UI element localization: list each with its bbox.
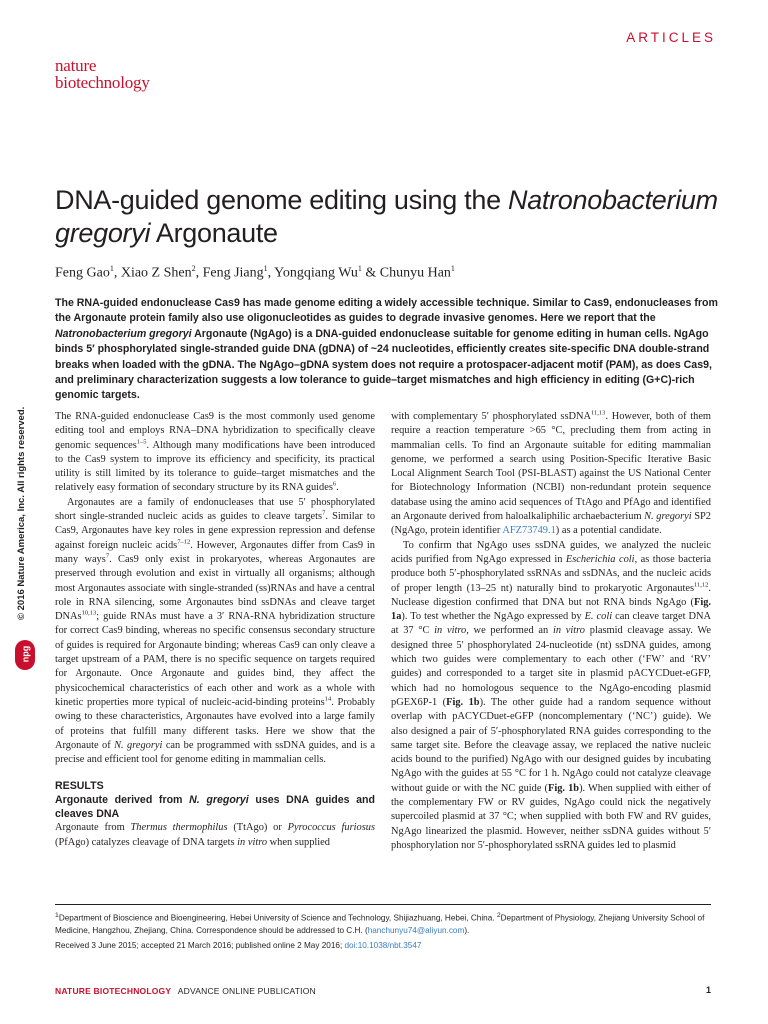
text: . Probably owing to these characteristics, Argonautes have evolved into a large family of proteins that fulfill many different tasks. Here we show that the Argonaute of xyxy=(55,696,376,751)
abstract-italic: Natronobacterium gregoryi xyxy=(55,327,192,340)
title-part1: DNA-guided genome editing using the xyxy=(55,185,508,215)
text: can be programmed with ssDNA guides, and is a precise and efficient tool for genome editing in mammalian cells. xyxy=(55,739,376,766)
footer-publication: ADVANCE ONLINE PUBLICATION xyxy=(177,986,316,996)
text-italic: Pyrococcus furiosus xyxy=(287,822,376,834)
text: ) as a potential candidate. xyxy=(555,525,662,537)
text: . However, Argonautes differ from Cas9 in many ways xyxy=(55,539,375,565)
affiliation-number: 2 xyxy=(496,912,501,919)
paragraph xyxy=(55,410,375,496)
text-italic: in vitro xyxy=(434,625,467,637)
text: The RNA-guided endonuclease Cas9 is the most commonly used genome editing tool and employs RNA–DNA hybridization to specifically cleave genomic sequences xyxy=(55,411,375,451)
text: ). To test whether the NgAgo expressed by xyxy=(401,611,585,623)
figure-reference[interactable]: Fig. 1a xyxy=(391,596,711,623)
author-affiliation: 1 xyxy=(357,264,362,273)
text: ). The other guide had a random sequence without overlap with pACYCDuet-eGFP (noncomplementary (‘NC’) guide). We also designed a pair of 5′-phosphorylated RNA guides corresponding to the same target site. Before the cleavage assay, we replaced the native nucleic acids bound to the purified) NgAgo with our designed guides by incubating NgAgo with the guides at 55 °C for 1 h. NgAgo could not catalyze cleavage without guide or with the NC guide ( xyxy=(391,696,711,794)
text: . Although many modifications have been introduced to the Cas9 system to improve its efficiency and specificity, its practical utility is still limited by its tolerance to guide–target mismatches and the relatively easy formation of secondary structure by its RNA guides xyxy=(55,439,376,494)
text: Argonaute derived from xyxy=(55,794,190,807)
text-italic: N. gregoryi xyxy=(114,739,163,751)
author-name[interactable]: Xiao Z Shen xyxy=(120,265,192,281)
paragraph xyxy=(55,821,375,850)
journal-logo-line2: biotechnology xyxy=(55,73,150,92)
citation[interactable]: 7–12 xyxy=(177,538,191,546)
citation[interactable]: 11,12 xyxy=(694,581,709,589)
text: . However, both of them require a reaction temperature >65 °C, precluding them from acting in mammalian cells. To find an Argonaute suitable for editing mammalian genome, we performed a search using Position-Specific Iterative Basic Local Alignment Search Tool (PSI-BLAST) against the US National Center for Biotechnology Information (NCBI) non-redundant protein sequence database using the amino acid sequences of TtAgo and PfAgo and identified an Argonaute derived from haloalkaliphilic archaebacterium xyxy=(391,411,712,523)
publisher-logo-text: npg xyxy=(20,645,31,663)
section-label: ARTICLES xyxy=(626,30,716,45)
figure-reference[interactable]: Fig. 1b xyxy=(446,696,480,708)
text: . Nuclease digestion confirmed that DNA but not RNA binds NgAgo ( xyxy=(391,582,711,608)
text-italic: E. coli xyxy=(584,611,613,623)
journal-logo-line1: nature xyxy=(55,56,97,75)
author-separator: , xyxy=(113,265,121,281)
article-title xyxy=(55,184,735,250)
text: To confirm that NgAgo uses ssDNA guides, we analyzed the nucleic acids purified from NgAgo expressed in xyxy=(391,539,711,565)
author-affiliation: 1 xyxy=(450,264,455,273)
text: ; guide RNAs must have a 3′ RNA-RNA hybridization structure for correct Cas9 binding, whereas no specific consensus secondary structure of guides is required for Argonaute binding; whereas Cas9 can only cleave a target upstream of a PAM, there is no specific sequence on targets required for Argonaute. Once Argonaute and guides bind, they affect the physicochemical characteristics of each other and work as a whole with kinetic properties more typical of nucleic-acid-binding proteins xyxy=(55,611,375,708)
doi-link[interactable]: doi:10.1038/nbt.3547 xyxy=(344,941,422,950)
affiliation-number: 1 xyxy=(55,912,59,919)
text: Argonautes are a family of endonucleases that use 5′ phosphorylated short single-stranded nucleic acids as guides to cleave targets xyxy=(55,496,375,523)
text: . Cas9 only exist in prokaryotes, whereas Argonautes are preserved through evolution and exist in virtually all organisms; although most Argonautes associate with single-stranded (ss)RNAs and have a central role in RNA silencing, some Argonautes bind ssDNAs and cleave target DNAs xyxy=(55,553,375,623)
text-italic: N. gregoryi xyxy=(644,511,692,523)
citation[interactable]: 6 xyxy=(332,481,337,489)
subsection-heading xyxy=(55,793,375,821)
abstract-text-1: The RNA-guided endonuclease Cas9 has made genome editing a widely accessible technique. Similar to Cas9, endonucleases from the Argonaute protein family also use oligonucleotides as guides to degrade invasive genomes. Here we report that the xyxy=(55,297,718,325)
text: (TtAgo) or xyxy=(227,822,288,834)
author-affiliation: 1 xyxy=(109,264,114,273)
author-affiliation: 1 xyxy=(263,264,268,273)
text: , as those bacteria produce both 5′-phosphorylated ssRNAs and ssDNAs, and the nucleic acids of proper length (13–25 nt) naturally bind to prokaryotic Argonautes xyxy=(391,553,712,594)
text: with complementary 5′ phosphorylated ssDNA xyxy=(391,411,592,422)
footer-journal xyxy=(55,986,316,996)
author-separator: , xyxy=(267,265,275,281)
citation[interactable]: 7 xyxy=(322,509,326,517)
text: (PfAgo) catalyzes cleavage of DNA targets xyxy=(55,836,238,848)
text: Argonaute from xyxy=(55,822,131,834)
figure-reference[interactable]: Fig. 1b xyxy=(548,782,580,794)
text: can cleave target DNA at 37 °C xyxy=(391,611,712,637)
text: uses DNA guides and cleaves DNA xyxy=(55,794,375,821)
text: plasmid cleavage assay. We designed three 5′ phosphorylated 24-nucleotide (nt) ssDNA guides, among which two guides were complementary to each other (‘FW’ and ‘RV’ guides) and corresponded to a target site in plasmid pACYCDuet-eGFP, which had no homologous sequence to the NgAgo-encoding plasmid pGEX6P-1 ( xyxy=(391,625,712,708)
left-column xyxy=(55,410,375,850)
results-heading: RESULTS xyxy=(55,780,104,793)
text: . xyxy=(336,482,339,494)
citation[interactable]: 1–5 xyxy=(136,438,147,446)
author-name[interactable]: Feng Gao xyxy=(55,265,110,281)
right-column xyxy=(391,410,711,853)
footer-journal-name: NATURE BIOTECHNOLOGY xyxy=(55,986,172,996)
text-italic: Escherichia coli xyxy=(565,553,635,565)
text: , we performed an xyxy=(466,625,553,637)
text-italic: in vitro xyxy=(552,625,586,637)
paragraph xyxy=(391,410,711,539)
publisher-logo xyxy=(15,640,35,670)
footnote-divider xyxy=(55,904,711,905)
text-italic: in vitro xyxy=(237,836,268,848)
citation[interactable]: 11,13 xyxy=(591,409,606,417)
publication-dates xyxy=(55,940,715,952)
author-name[interactable]: Chunyu Han xyxy=(379,265,451,281)
citation[interactable]: 7 xyxy=(105,552,110,560)
text-italic: Thermus thermophilus xyxy=(130,822,228,834)
affiliation-2: Department of Physiology, Zhejiang University School of Medicine, Hangzhou, Zhejiang, China. Correspondence should be addressed to C.H. ( xyxy=(55,913,705,935)
title-part2: Argonaute xyxy=(150,218,278,248)
author-affiliation: 2 xyxy=(191,264,196,273)
page-number: 1 xyxy=(705,985,711,995)
abstract xyxy=(55,296,723,404)
paragraph xyxy=(55,496,375,768)
text: SP2 (NgAgo, protein identifier xyxy=(391,511,712,537)
text: ). xyxy=(464,925,470,935)
author-separator: , xyxy=(195,265,203,281)
text-italic: N. gregoryi xyxy=(189,794,249,807)
protein-id-link[interactable]: AFZ73749.1 xyxy=(502,525,556,537)
copyright-notice xyxy=(16,360,34,620)
abstract-text-2: Argonaute (NgAgo) is a DNA-guided endonuclease suitable for genome editing in human cells. NgAgo binds 5′ phosphorylated single-stranded guide DNA (gDNA) of ~24 nucleotides, efficiently creates site-specific DNA double-strand breaks when loaded with the gDNA. The NgAgo–gDNA system does not require a protospacer-adjacent motif (PAM), as does Cas9, and preliminary characterization suggests a low tolerance to guide–target mismatches and high efficiency in editing (G+C)-rich genomic targets. xyxy=(55,327,712,402)
text: . Similar to Cas9, Argonautes have key roles in gene expression repression and defense against foreign nucleic acids xyxy=(55,511,376,551)
citation[interactable]: 14 xyxy=(324,695,332,703)
citation[interactable]: 10,13 xyxy=(81,609,97,617)
author-separator: & xyxy=(361,265,380,281)
paragraph xyxy=(391,539,711,854)
email-link[interactable]: hanchunyu74@aliyun.com xyxy=(367,925,465,935)
text: when supplied xyxy=(267,836,330,848)
author-name[interactable]: Feng Jiang xyxy=(202,265,264,281)
copyright-text: © 2016 Nature America, Inc. All rights reserved. xyxy=(16,406,27,620)
author-list xyxy=(55,264,455,282)
journal-logo[interactable] xyxy=(55,57,150,91)
affiliations xyxy=(55,910,715,937)
title-italic: Natronobacterium gregoryi xyxy=(55,185,718,248)
affiliation-1: Department of Bioscience and Bioengineering, Hebei University of Science and Technology, Shijiazhuang, Hebei, China. xyxy=(58,913,497,923)
text: ). When supplied with either of the complementary FW or RV guides, NgAgo could nick the negatively supercoiled plasmid at 37 °C; when supplied with both FW and RV guides, NgAgo linearized the plasmid. However, neither ssDNA guides without 5′ phosphorylation nor 5′-phosphorylated ssRNA guides led to plasmid xyxy=(391,782,711,851)
author-name[interactable]: Yongqiang Wu xyxy=(274,265,358,281)
received-text: Received 3 June 2015; accepted 21 March 2016; published online 2 May 2016; xyxy=(55,941,345,950)
